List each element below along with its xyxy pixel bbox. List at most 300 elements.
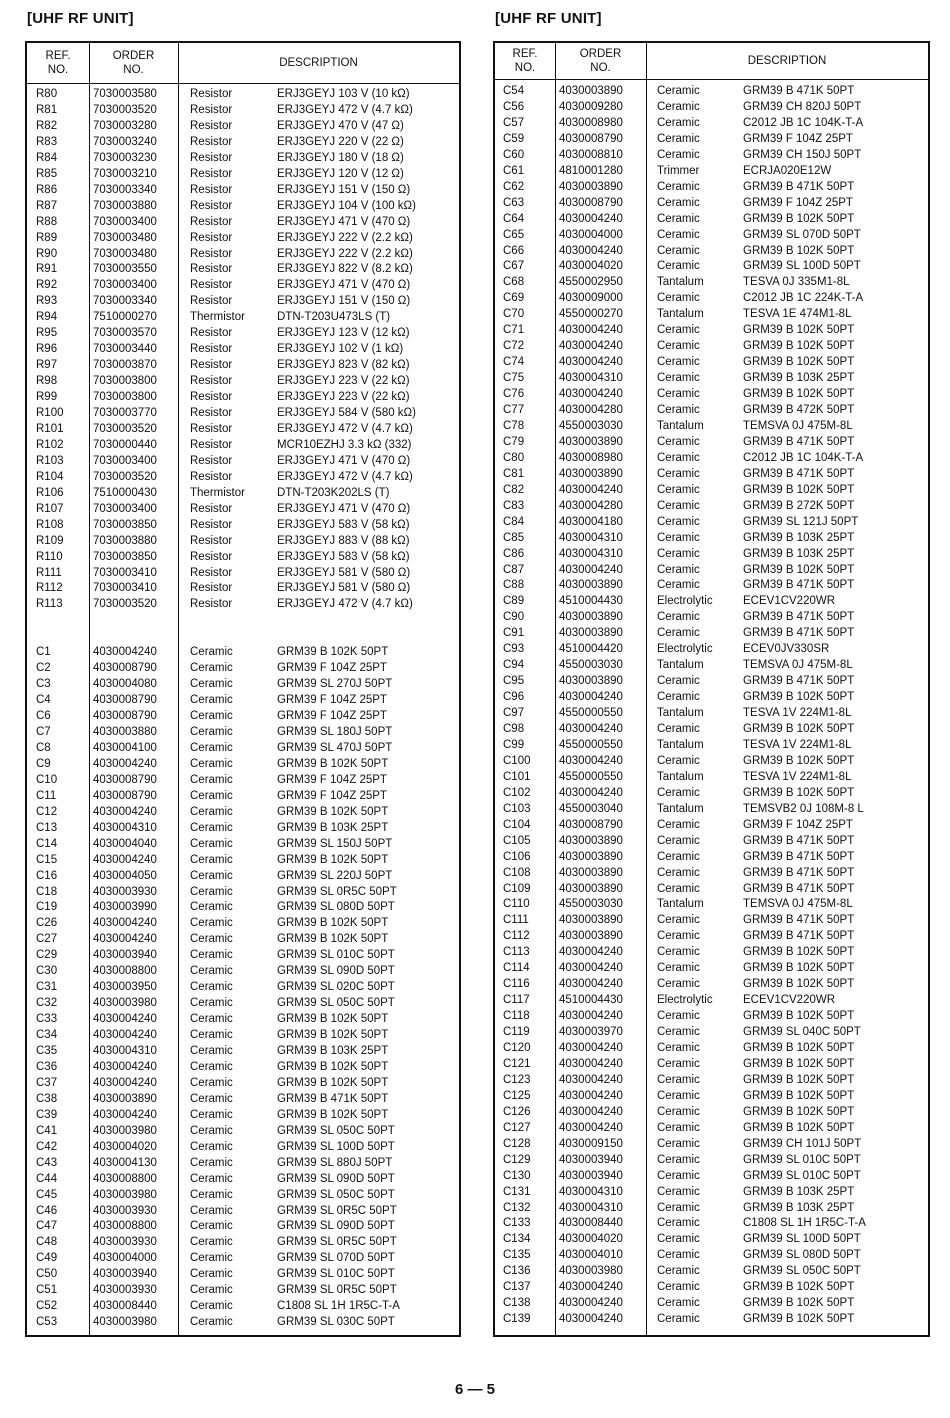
description-cell: ERJ3GEYJ 222 V (2.2 kΩ)	[277, 247, 413, 260]
order-no-cell: 4030008800	[93, 965, 157, 978]
ref-no-cell: C86	[503, 547, 525, 560]
order-no-cell: 4030004240	[559, 388, 623, 401]
table-row	[27, 820, 459, 836]
table-row	[495, 306, 928, 322]
order-no-cell: 4030004240	[559, 1089, 623, 1102]
ref-no-cell: C112	[503, 930, 530, 943]
description-cell: ERJ3GEYJ 584 V (580 kΩ)	[277, 407, 416, 419]
order-no-cell: 4030003980	[93, 1124, 157, 1137]
part-type-cell: Ceramic	[190, 1029, 233, 1042]
part-type-cell: Resistor	[190, 295, 233, 308]
order-no-cell: 4030008790	[93, 773, 157, 786]
table-row	[495, 769, 928, 785]
table-row	[495, 195, 928, 211]
ref-no-cell: R82	[36, 119, 58, 132]
ref-no-cell: C11	[36, 789, 57, 802]
ref-no-cell: C50	[36, 1268, 58, 1281]
description-cell: GRM39 F 104Z 25PT	[277, 773, 387, 786]
description-cell: TEMSVB2 0J 108M-8 L	[743, 802, 864, 815]
part-type-cell: Resistor	[190, 327, 233, 340]
table-row	[495, 657, 928, 673]
ref-no-cell: C18	[36, 885, 58, 898]
description-cell: GRM39 B 102K 50PT	[743, 1089, 855, 1102]
description-cell: ERJ3GEYJ 472 V (4.7 kΩ)	[277, 598, 413, 611]
description-cell: ECEV1CV220WR	[743, 595, 836, 608]
part-type-cell: Ceramic	[657, 244, 700, 257]
table-row	[27, 947, 459, 963]
description-cell: GRM39 B 471K 50PT	[743, 611, 855, 624]
description-cell: GRM39 B 102K 50PT	[743, 324, 855, 337]
description-cell: ERJ3GEYJ 222 V (2.2 kΩ)	[277, 231, 413, 244]
table-row	[495, 817, 928, 833]
description-cell: ECEV0JV330SR	[743, 643, 830, 656]
ref-no-cell: R87	[36, 199, 58, 212]
ref-no-cell: R108	[36, 518, 64, 531]
order-no-cell: 4030004310	[559, 1201, 623, 1214]
description-cell: GRM39 B 102K 50PT	[743, 212, 855, 225]
ref-no-cell: C104	[503, 818, 531, 831]
description-cell: GRM39 SL 150J 50PT	[277, 837, 393, 850]
description-cell: ERJ3GEYJ 120 V (12 Ω)	[277, 167, 404, 180]
description-cell: GRM39 B 102K 50PT	[743, 754, 855, 767]
order-no-cell: 4030004240	[559, 1042, 623, 1054]
order-no-cell: 7030000440	[93, 438, 157, 451]
description-cell: GRM39 F 104Z 25PT	[277, 710, 387, 723]
part-type-cell: Resistor	[190, 343, 233, 356]
order-no-cell: 7030003770	[93, 407, 157, 419]
table-row	[495, 753, 928, 769]
table-row	[495, 258, 928, 274]
part-type-cell: Ceramic	[190, 981, 233, 994]
part-type-cell: Tantalum	[657, 770, 704, 783]
order-no-cell: 7030003400	[93, 279, 157, 292]
table-row	[495, 1295, 928, 1311]
order-no-cell: 7030003280	[93, 119, 157, 132]
table-row	[27, 1203, 459, 1219]
ref-no-cell: C103	[503, 802, 531, 815]
ref-no-cell: C72	[503, 340, 525, 353]
ref-no-cell: C44	[36, 1172, 58, 1185]
part-type-cell: Electrolytic	[657, 595, 713, 608]
order-no-cell: 4550000550	[559, 770, 623, 783]
part-type-cell: Ceramic	[190, 710, 233, 723]
order-no-cell: 7030003580	[93, 88, 157, 100]
table-row	[495, 609, 928, 625]
description-cell: GRM39 B 272K 50PT	[743, 499, 855, 512]
table-header	[495, 43, 928, 80]
description-cell: ERJ3GEYJ 103 V (10 kΩ)	[277, 88, 410, 100]
part-type-cell: Trimmer	[657, 164, 700, 177]
table-row	[27, 118, 459, 134]
ref-no-cell: C131	[503, 1185, 531, 1198]
description-cell: DTN-T203U473LS (T)	[277, 311, 391, 324]
table-row	[27, 230, 459, 246]
part-type-cell: Ceramic	[190, 933, 233, 946]
part-type-cell: Ceramic	[190, 837, 233, 850]
order-no-cell: 7030003410	[93, 566, 157, 579]
part-type-cell: Ceramic	[657, 292, 700, 305]
table-row	[495, 147, 928, 163]
table-row	[495, 1215, 928, 1231]
page-number: 6 — 5	[454, 1381, 496, 1398]
description-cell: GRM39 SL 0R5C 50PT	[277, 885, 397, 898]
table-row	[27, 325, 459, 341]
order-no-cell: 4030004240	[559, 340, 623, 353]
table-row	[27, 357, 459, 373]
ref-no-cell: R83	[36, 135, 58, 148]
ref-no-cell: C38	[36, 1092, 58, 1105]
description-cell: GRM39 B 103K 25PT	[277, 1045, 389, 1057]
part-type-cell: Ceramic	[657, 1281, 700, 1294]
description-cell: GRM39 B 102K 50PT	[743, 1105, 855, 1118]
ref-no-cell: C8	[36, 741, 51, 754]
ref-no-cell: C60	[503, 148, 525, 161]
order-no-cell: 7030003520	[93, 598, 157, 611]
ref-no-cell: C129	[503, 1153, 531, 1166]
part-type-cell: Ceramic	[657, 196, 700, 209]
description-cell: GRM39 B 102K 50PT	[743, 978, 855, 991]
part-type-cell: Ceramic	[657, 1073, 700, 1086]
table-row	[495, 881, 928, 897]
ref-no-cell: C65	[503, 228, 525, 241]
description-cell: GRM39 SL 100D 50PT	[743, 1233, 861, 1246]
table-row	[495, 386, 928, 402]
table-row	[27, 309, 459, 325]
description-cell: GRM39 B 102K 50PT	[743, 1297, 855, 1310]
ref-no-cell: C95	[503, 675, 525, 688]
part-type-cell: Ceramic	[657, 340, 700, 353]
ref-no-cell: C16	[36, 869, 58, 882]
description-cell: C1808 SL 1H 1R5C-T-A	[743, 1217, 866, 1230]
table-row	[495, 1056, 928, 1072]
description-cell: GRM39 SL 220J 50PT	[277, 869, 393, 882]
part-type-cell: Resistor	[190, 518, 233, 531]
order-no-cell: 7030003400	[93, 502, 157, 515]
table-row	[495, 833, 928, 849]
description-cell: GRM39 SL 050C 50PT	[277, 997, 395, 1010]
description-cell: GRM39 B 471K 50PT	[743, 627, 855, 640]
part-type-cell: Ceramic	[190, 805, 233, 818]
order-no-cell: 4030003890	[559, 180, 623, 193]
part-type-cell: Ceramic	[190, 1204, 233, 1217]
part-type-cell: Resistor	[190, 151, 233, 164]
ref-no-cell: C41	[36, 1124, 58, 1137]
part-type-cell: Resistor	[190, 103, 233, 116]
table-row	[495, 928, 928, 944]
order-no-cell: 7030003520	[93, 103, 157, 116]
table-row	[27, 214, 459, 230]
part-type-cell: Resistor	[190, 375, 233, 388]
table-row	[495, 641, 928, 657]
order-no-cell: 7030003240	[93, 135, 157, 148]
ref-no-cell: R94	[36, 311, 58, 324]
ref-no-header: REF. NO.	[512, 48, 538, 74]
description-cell: ERJ3GEYJ 471 V (470 Ω)	[277, 215, 411, 228]
order-no-cell: 4030003890	[559, 850, 623, 863]
table-row	[495, 243, 928, 259]
part-type-cell: Ceramic	[657, 850, 700, 863]
description-cell: ERJ3GEYJ 104 V (100 kΩ)	[277, 199, 416, 212]
description-cell: GRM39 B 102K 50PT	[743, 356, 855, 369]
order-no-cell: 4030003980	[93, 1188, 157, 1201]
order-no-cell: 4030003890	[559, 467, 623, 480]
order-no-cell: 4030004240	[559, 244, 623, 257]
table-row	[495, 418, 928, 434]
part-type-cell: Ceramic	[657, 882, 700, 895]
table-row	[27, 150, 459, 166]
order-no-cell: 4030008790	[93, 710, 157, 723]
order-no-cell: 4030004240	[559, 946, 623, 959]
part-type-cell: Ceramic	[657, 531, 700, 544]
part-type-cell: Resistor	[190, 422, 233, 435]
table-row	[27, 1123, 459, 1139]
part-type-cell: Ceramic	[190, 901, 233, 914]
description-cell: GRM39 SL 100D 50PT	[277, 1140, 395, 1153]
table-row	[27, 182, 459, 198]
ref-no-cell: C120	[503, 1042, 531, 1054]
table-row	[27, 1266, 459, 1282]
part-type-cell: Ceramic	[190, 1108, 233, 1121]
table-row	[495, 577, 928, 593]
ref-no-cell: C139	[503, 1313, 531, 1326]
order-no-cell: 4550003030	[559, 659, 623, 672]
order-no-cell: 4030004000	[559, 228, 623, 241]
part-type-cell: Ceramic	[190, 997, 233, 1010]
part-type-cell: Ceramic	[190, 1045, 233, 1057]
order-no-cell: 4030004000	[93, 1252, 157, 1265]
description-cell: TESVA 0J 335M1-8L	[743, 276, 850, 289]
description-cell: ERJ3GEYJ 581 V (580 Ω)	[277, 582, 411, 595]
description-cell: GRM39 SL 040C 50PT	[743, 1026, 861, 1039]
order-no-cell: 4030004130	[93, 1156, 157, 1169]
order-no-cell: 4030004240	[559, 212, 623, 225]
part-type-cell: Resistor	[190, 438, 233, 451]
part-type-cell: Ceramic	[657, 1042, 700, 1054]
ref-no-cell: R80	[36, 88, 58, 100]
order-no-cell: 4030003970	[559, 1026, 623, 1039]
order-no-cell: 4030004240	[559, 324, 623, 337]
table-row	[27, 724, 459, 740]
ref-no-cell: C77	[503, 404, 525, 416]
order-no-cell: 4030004240	[559, 563, 623, 576]
ref-no-cell: C48	[36, 1236, 58, 1249]
ref-no-cell: C42	[36, 1140, 58, 1153]
order-no-cell: 4030003890	[559, 866, 623, 879]
ref-no-cell: C27	[36, 933, 58, 946]
ref-no-cell: C3	[36, 678, 51, 691]
description-cell: GRM39 SL 0R5C 50PT	[277, 1204, 397, 1217]
table-row	[495, 115, 928, 131]
ref-no-cell: C90	[503, 611, 525, 624]
table-row	[27, 166, 459, 182]
description-cell: GRM39 B 102K 50PT	[743, 723, 855, 735]
description-cell: GRM39 F 104Z 25PT	[743, 132, 853, 145]
part-type-cell: Ceramic	[657, 1313, 700, 1326]
order-no-cell: 4030004020	[559, 1233, 623, 1246]
ref-no-cell: C101	[503, 770, 531, 783]
description-cell: GRM39 CH 150J 50PT	[743, 148, 862, 161]
ref-no-cell: C68	[503, 276, 525, 289]
order-no-cell: 4030004310	[559, 547, 623, 560]
ref-no-cell: C110	[503, 898, 530, 911]
description-cell: GRM39 B 471K 50PT	[743, 467, 855, 480]
part-type-cell: Resistor	[190, 279, 233, 292]
ref-no-cell: C98	[503, 723, 525, 735]
order-no-cell: 4030003930	[93, 885, 157, 898]
ref-no-cell: R95	[36, 327, 58, 340]
description-cell: TEMSVA 0J 475M-8L	[743, 898, 853, 911]
table-row	[495, 960, 928, 976]
table-row	[27, 389, 459, 405]
part-type-cell: Ceramic	[657, 180, 700, 193]
table-row	[27, 708, 459, 724]
description-cell: ERJ3GEYJ 583 V (58 kΩ)	[277, 518, 410, 531]
order-no-cell: 4030004050	[93, 869, 157, 882]
ref-no-cell: C71	[503, 324, 525, 337]
order-no-cell: 7030003520	[93, 422, 157, 435]
part-type-cell: Ceramic	[190, 885, 233, 898]
table-row	[495, 1024, 928, 1040]
ref-no-cell: C31	[36, 981, 58, 994]
ref-no-cell: C14	[36, 837, 58, 850]
order-no-cell: 4030004180	[559, 515, 623, 528]
ref-no-cell: R110	[36, 550, 63, 563]
ref-no-cell: R102	[36, 438, 64, 451]
ref-no-cell: C66	[503, 244, 525, 257]
table-row	[495, 131, 928, 147]
ref-no-cell: R90	[36, 247, 58, 260]
part-type-cell: Ceramic	[190, 1140, 233, 1153]
order-no-cell: 7030003870	[93, 359, 157, 372]
table-row	[27, 1187, 459, 1203]
description-cell: GRM39 SL 050C 50PT	[277, 1124, 395, 1137]
table-row	[27, 995, 459, 1011]
table-row	[495, 83, 928, 99]
part-type-cell: Resistor	[190, 407, 233, 419]
part-type-cell: Ceramic	[190, 821, 233, 834]
ref-no-cell: C33	[36, 1013, 58, 1026]
part-type-cell: Resistor	[190, 598, 233, 611]
table-row	[27, 1171, 459, 1187]
ref-no-cell: C79	[503, 435, 525, 448]
part-type-cell: Ceramic	[657, 260, 700, 273]
order-no-cell: 7030003210	[93, 167, 157, 180]
description-cell: GRM39 CH 820J 50PT	[743, 100, 862, 113]
order-no-cell: 4550003030	[559, 898, 623, 911]
table-row	[495, 944, 928, 960]
order-no-cell: 4030003890	[559, 85, 623, 97]
description-cell: GRM39 B 471K 50PT	[743, 435, 855, 448]
part-type-cell: Ceramic	[657, 85, 700, 97]
description-cell: GRM39 B 102K 50PT	[743, 483, 855, 496]
description-header: DESCRIPTION	[279, 57, 358, 69]
table-row	[27, 1027, 459, 1043]
order-no-cell: 4030003950	[93, 981, 157, 994]
ref-no-cell: C75	[503, 372, 525, 385]
table-row	[495, 689, 928, 705]
table-row	[495, 1263, 928, 1279]
description-cell: DTN-T203K202LS (T)	[277, 486, 390, 499]
description-cell: GRM39 B 102K 50PT	[277, 1029, 389, 1042]
part-type-cell: Ceramic	[657, 1201, 700, 1214]
description-cell: GRM39 B 471K 50PT	[743, 930, 855, 943]
order-no-cell: 4810001280	[559, 164, 623, 177]
ref-no-cell: C111	[503, 914, 529, 927]
table-row	[27, 517, 459, 533]
part-type-cell: Ceramic	[657, 962, 700, 975]
ref-no-cell: C43	[36, 1156, 58, 1169]
description-cell: GRM39 SL 010C 50PT	[277, 949, 395, 962]
table-row	[495, 1200, 928, 1216]
ref-no-cell: C121	[503, 1057, 531, 1070]
order-no-cell: 7030003880	[93, 199, 157, 212]
description-cell: GRM39 B 102K 50PT	[743, 691, 855, 704]
table-row	[495, 434, 928, 450]
ref-no-cell: C88	[503, 579, 525, 592]
description-cell: ERJ3GEYJ 470 V (47 Ω)	[277, 119, 404, 132]
right-section-title: [UHF RF UNIT]	[495, 10, 602, 27]
ref-no-cell: C84	[503, 515, 525, 528]
description-cell: GRM39 B 102K 50PT	[743, 340, 855, 353]
ref-no-cell: R111	[36, 566, 62, 579]
part-type-cell: Electrolytic	[657, 643, 713, 656]
part-type-cell: Ceramic	[657, 116, 700, 129]
order-no-cell: 4030004240	[559, 1313, 623, 1326]
order-no-cell: 4030004310	[559, 372, 623, 385]
part-type-cell: Ceramic	[190, 694, 233, 707]
part-type-cell: Thermistor	[190, 311, 245, 324]
part-type-cell: Ceramic	[190, 1013, 233, 1026]
part-type-cell: Ceramic	[190, 965, 233, 978]
part-type-cell: Tantalum	[657, 738, 704, 751]
ref-no-cell: C70	[503, 308, 525, 321]
part-type-cell: Ceramic	[657, 499, 700, 512]
description-cell: ERJ3GEYJ 472 V (4.7 kΩ)	[277, 422, 413, 435]
order-no-cell: 4030004240	[559, 723, 623, 735]
description-cell: GRM39 SL 100D 50PT	[743, 260, 861, 273]
description-cell: GRM39 B 102K 50PT	[277, 1076, 389, 1089]
description-cell: GRM39 SL 030C 50PT	[277, 1316, 395, 1329]
part-type-cell: Ceramic	[657, 404, 700, 416]
order-no-cell: 4030003940	[93, 1268, 157, 1281]
ref-no-cell: R86	[36, 183, 58, 196]
ref-no-cell: C87	[503, 563, 525, 576]
order-no-cell: 4030003890	[559, 435, 623, 448]
description-cell: ERJ3GEYJ 102 V (1 kΩ)	[277, 343, 404, 356]
table-row	[27, 804, 459, 820]
order-no-cell: 4030008980	[559, 451, 623, 464]
part-type-cell: Ceramic	[190, 1220, 233, 1233]
order-no-cell: 4030004240	[559, 356, 623, 369]
ref-no-cell: C97	[503, 707, 525, 720]
part-type-cell: Ceramic	[657, 228, 700, 241]
description-cell: GRM39 SL 470J 50PT	[277, 741, 393, 754]
table-row	[495, 865, 928, 881]
ref-no-cell: R106	[36, 486, 64, 499]
table-row	[495, 322, 928, 338]
order-no-cell: 4030003980	[93, 997, 157, 1010]
table-row	[495, 211, 928, 227]
ref-no-cell: R107	[36, 502, 64, 515]
description-cell: GRM39 B 102K 50PT	[743, 1313, 855, 1326]
part-type-cell: Tantalum	[657, 308, 704, 321]
table-row	[27, 565, 459, 581]
order-no-cell: 7030003480	[93, 231, 157, 244]
table-row	[27, 963, 459, 979]
table-row	[495, 562, 928, 578]
order-no-cell: 7030003570	[93, 327, 157, 340]
ref-no-cell: C89	[503, 595, 525, 608]
